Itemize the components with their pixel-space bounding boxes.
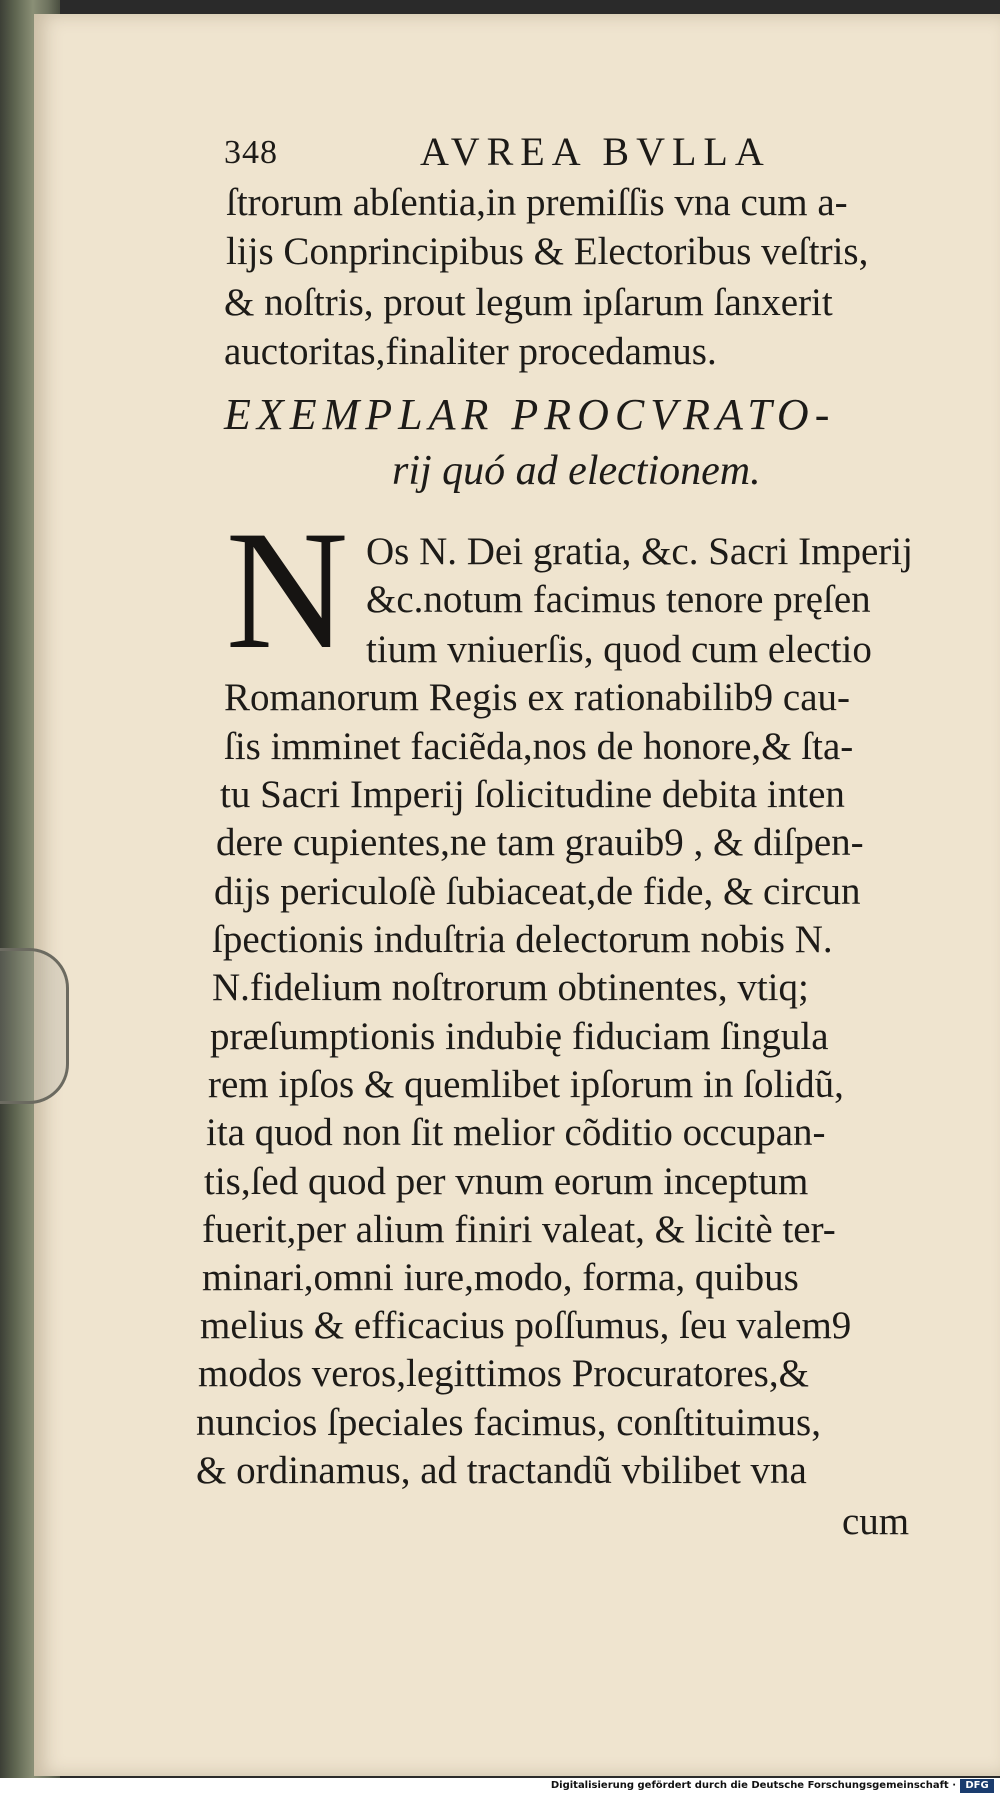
text-line: dere cupientes,ne tam grauib9 , & diſpen-: [216, 821, 864, 864]
text-line: minari,omni iure,modo, forma, quibus: [202, 1256, 799, 1299]
text-line: &c.notum facimus tenore pręſen: [366, 578, 871, 621]
text-line: modos veros,legittimos Procuratores,&: [198, 1352, 809, 1395]
text-line: melius & efficacius poſſumus, ſeu valem9: [200, 1304, 852, 1347]
text-line: lijs Conprincipibus & Electoribus veſtris,: [226, 230, 869, 273]
text-line: fuerit,per alium finiri valeat, & licitè ter-: [202, 1208, 836, 1251]
dfg-logo: DFG: [960, 1779, 994, 1793]
text-line: Romanorum Regis ex rationabilib9 cau-: [224, 676, 851, 719]
text-line: ſpectionis induſtria delectorum nobis N.: [212, 918, 833, 961]
text-line: auctoritas,finaliter procedamus.: [224, 330, 717, 373]
digitization-credit: Digitalisierung gefördert durch die Deutsche Forschungsgemeinschaft ·: [550, 1780, 956, 1791]
page-number: 348: [224, 134, 278, 171]
drop-cap-initial: N: [225, 496, 349, 684]
text-line: tu Sacri Imperij ſolicitudine debita inten: [220, 773, 845, 816]
text-line: nuncios ſpeciales facimus, conſtituimus,: [196, 1401, 821, 1444]
text-line: ita quod non ſit melior cõditio occupan-: [206, 1111, 826, 1154]
section-subheading: rij quó ad electionem.: [392, 448, 761, 494]
text-line: & noſtris, prout legum ipſarum ſanxerit: [224, 281, 833, 324]
text-line: tium vniuerſis, quod cum electio: [366, 628, 872, 671]
section-heading: EXEMPLAR PROCVRATO-: [224, 390, 836, 439]
text-line: præſumptionis indubię fiduciam ſingula: [210, 1015, 829, 1058]
book-clasp: [0, 948, 69, 1104]
text-line: ſis imminet faciẽda,nos de honore,& ſta-: [224, 725, 854, 768]
page-header: [224, 128, 824, 178]
running-title: AVREA BVLLA: [420, 129, 771, 174]
text-line: tis,ſed quod per vnum eorum inceptum: [204, 1160, 809, 1203]
text-line: dijs periculoſè ſubiaceat,de fide, & circun: [214, 870, 861, 913]
text-line: Os N. Dei gratia, &c. Sacri Imperij: [366, 530, 913, 573]
text-line: & ordinamus, ad tractandũ vbilibet vna: [196, 1449, 807, 1492]
text-line: N.fidelium noſtrorum obtinentes, vtiq;: [212, 966, 809, 1009]
catchword: cum: [842, 1500, 910, 1543]
text-line: rem ipſos & quemlibet ipſorum in ſolidũ,: [208, 1063, 844, 1106]
text-line: ſtrorum abſentia,in premiſſis vna cum a-: [226, 181, 848, 224]
